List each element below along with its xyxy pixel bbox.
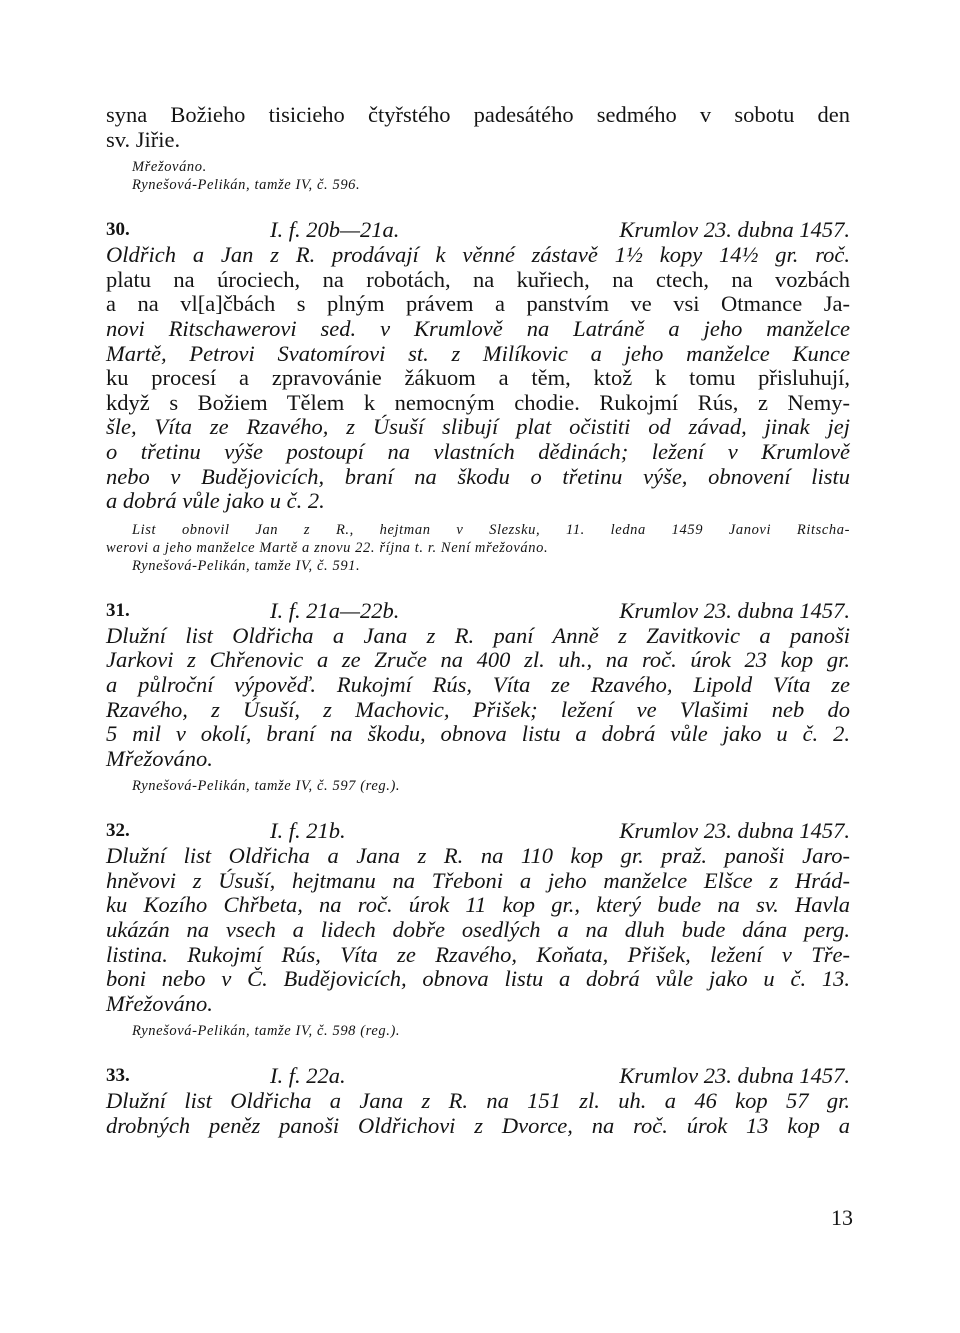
text-line: Oldřich a Jan z R. prodávají k věnné zástavě 1½ kopy 14½ gr. roč. xyxy=(106,242,850,268)
text-line: hněvovi z Úsuší, hejtmanu na Třeboni a jeho manželce Elšce z Hrád- xyxy=(106,867,850,893)
text-line: když s Božiem Tělem k nemocným chodie. Rukojmí Rús, z Nemy- xyxy=(106,389,850,415)
entry-folio: I. f. 21a—22b. xyxy=(270,597,400,623)
text-line: Mřežováno. xyxy=(106,745,213,771)
note-line: Rynešová-Pelikán, tamže IV, č. 596. xyxy=(132,177,361,194)
text-line: drobných peněz panoši Oldřichovi z Dvorce, na roč. úrok 13 kop a xyxy=(106,1113,850,1139)
entry-date: Krumlov 23. dubna 1457. xyxy=(619,597,850,623)
intro-block xyxy=(106,103,850,194)
text-line: o třetinu výše postoupí na vlastních dědinách; ležení v Krumlově xyxy=(106,438,850,464)
entry-number: 30. xyxy=(106,219,130,241)
entry-folio: I. f. 22a. xyxy=(270,1063,346,1089)
note-line: List obnovil Jan z R., hejtman v Slezsku, 11. ledna 1459 Janovi Ritscha- xyxy=(132,521,850,538)
entry-31 xyxy=(106,597,850,796)
text-line: a půlroční výpověď. Rukojmí Rús, Víta ze Rzavého, Lipold Víta ze xyxy=(106,671,850,697)
entry-33 xyxy=(106,1062,850,1138)
text-line: sv. Jiřie. xyxy=(106,126,181,152)
text-line: ukázán na vsech a lidech dobře osedlých a na dluh bude dána perg. xyxy=(106,917,850,943)
note-line: Rynešová-Pelikán, tamže IV, č. 597 (reg.). xyxy=(132,778,401,795)
text-line: syna Božieho tisicieho čtyřstého padesátého sedmého v sobotu den xyxy=(106,102,850,127)
text-line: Mřežováno. xyxy=(106,990,213,1016)
entry-date: Krumlov 23. dubna 1457. xyxy=(619,217,850,243)
entry-heading xyxy=(106,1062,850,1089)
text-line: Dlužní list Oldřicha a Jana z R. paní Anně z Zavitkovic a panoši xyxy=(106,622,850,648)
note-line: Mřežováno. xyxy=(132,159,207,176)
entry-folio: I. f. 21b. xyxy=(270,818,346,844)
text-line: a dobrá vůle jako u č. 2. xyxy=(106,488,325,514)
text-line: nebo v Budějovicích, braní na škodu o třetinu výše, obnovení listu xyxy=(106,463,850,489)
text-line: ku Kozího Chřbeta, na roč. úrok 11 kop gr., který bude na sv. Havla xyxy=(106,892,850,918)
text-line: a na vl[a]čbách s plným právem a panstvím ve vsi Otmance Ja- xyxy=(106,291,850,317)
text-line: Dlužní list Oldřicha a Jana z R. na 151 zl. uh. a 46 kop 57 gr. xyxy=(106,1088,850,1114)
entry-heading xyxy=(106,597,850,624)
text-line: ku procesí a zpravovánie žákuom a těm, ktož k tomu přisluhují, xyxy=(106,365,850,391)
text-line: Dlužní list Oldřicha a Jana z R. na 110 kop gr. praž. panoši Jaro- xyxy=(106,843,850,869)
entry-heading xyxy=(106,216,850,243)
entry-number: 33. xyxy=(106,1065,130,1087)
entry-date: Krumlov 23. dubna 1457. xyxy=(619,1063,850,1089)
note-line: werovi a jeho manželce Martě a znovu 22. října t. r. Není mřežováno. xyxy=(106,539,549,556)
text-line: Rzavého, z Úsuší, z Machovic, Přišek; ležení ve Vlašimi neb do xyxy=(106,696,850,722)
note-line: Rynešová-Pelikán, tamže IV, č. 598 (reg.). xyxy=(132,1023,401,1040)
text-line: Martě, Petrovi Svatomírovi st. z Milíkovic a jeho manželce Kunce xyxy=(106,340,850,366)
entry-number: 32. xyxy=(106,820,130,842)
entry-number: 31. xyxy=(106,599,130,621)
text-line: platu na úrociech, na robotách, na kuřiech, na ctech, na vozbách xyxy=(106,266,850,292)
text-line: 5 mil v okolí, braní na škodu, obnova listu a dobrá vůle jako u č. 2. xyxy=(106,721,850,747)
page-body xyxy=(106,103,850,1139)
text-line: boni nebo v Č. Budějovicích, obnova listu a dobrá vůle jako u č. 13. xyxy=(106,966,850,992)
text-line: Jarkovi z Chřenovic a ze Zruče na 400 zl. uh., na roč. úrok 23 kop gr. xyxy=(106,647,850,673)
text-line: novi Ritschawerovi sed. v Krumlově na Latráně a jeho manželce xyxy=(106,315,850,341)
entry-date: Krumlov 23. dubna 1457. xyxy=(619,818,850,844)
note-line: Rynešová-Pelikán, tamže IV, č. 591. xyxy=(132,557,361,574)
entry-heading xyxy=(106,817,850,844)
text-line: listina. Rukojmí Rús, Víta ze Rzavého, Koňata, Přišek, ležení v Tře- xyxy=(106,941,850,967)
entry-30 xyxy=(106,216,850,575)
entry-folio: I. f. 20b—21a. xyxy=(270,217,400,243)
entry-32 xyxy=(106,817,850,1040)
page-number: 13 xyxy=(831,1205,853,1230)
text-line: šle, Víta ze Rzavého, z Úsuší slibují plat očistiti od závad, jinak jej xyxy=(106,414,850,440)
